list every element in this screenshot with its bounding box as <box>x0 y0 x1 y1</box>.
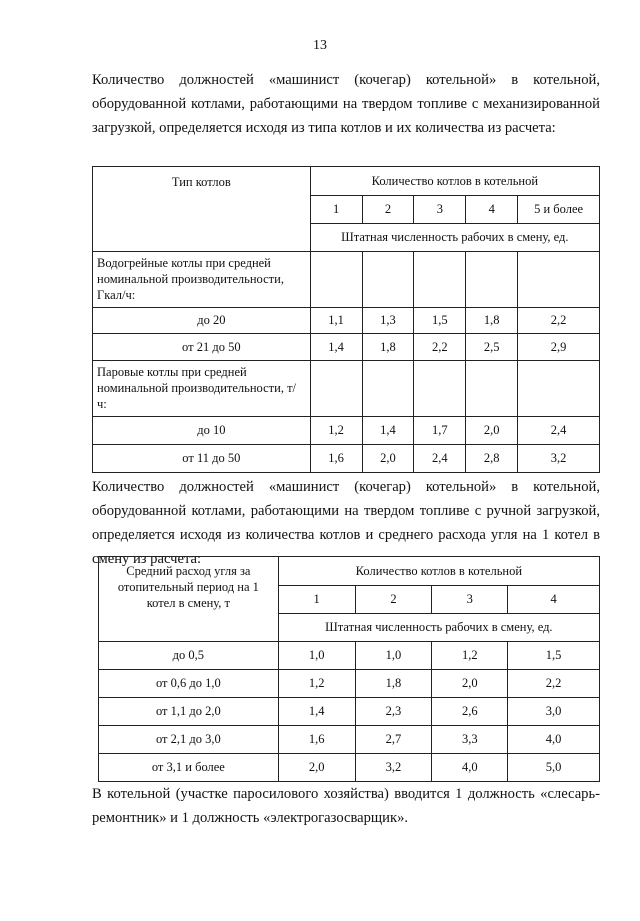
table-cell: 1,4 <box>310 334 362 361</box>
count-header: 3 <box>414 196 466 224</box>
count-header: 4 <box>508 586 600 614</box>
table-cell: 1,8 <box>355 670 432 698</box>
row-label: до 20 <box>93 308 311 334</box>
table-cell: 1,6 <box>310 445 362 473</box>
table-cell: 4,0 <box>508 726 600 754</box>
count-header: 1 <box>278 586 355 614</box>
table-cell: 1,5 <box>508 642 600 670</box>
table-cell: 1,4 <box>278 698 355 726</box>
count-header: 1 <box>310 196 362 224</box>
table-cell: 1,3 <box>362 308 414 334</box>
table-cell: 2,4 <box>518 417 600 445</box>
table-cell: 2,2 <box>518 308 600 334</box>
row-label: от 11 до 50 <box>93 445 311 473</box>
table-cell: 2,9 <box>518 334 600 361</box>
count-header: 3 <box>432 586 508 614</box>
count-header: 2 <box>362 196 414 224</box>
table-cell: 4,0 <box>432 754 508 782</box>
table-cell: 3,0 <box>508 698 600 726</box>
table-cell: 1,0 <box>355 642 432 670</box>
table-cell: 1,7 <box>414 417 466 445</box>
table-cell: 2,8 <box>466 445 518 473</box>
group-title-water-boilers: Водогрейные котлы при средней номинальной производительности, Гкал/ч: <box>93 252 311 308</box>
page-number: 13 <box>313 38 327 53</box>
table-cell: 1,0 <box>278 642 355 670</box>
table-cell: 2,4 <box>414 445 466 473</box>
table-cell: 2,0 <box>432 670 508 698</box>
paragraph-mechanized-loading: Количество должностей «машинист (кочегар) котельной» в котельной, оборудованной котлами, работающими на твердом топливе с механизированной загрузкой, определяется исходя из типа котлов и их количества из расчета: <box>92 72 600 136</box>
paragraph-additional-positions: В котельной (участке паросилового хозяйства) вводится 1 должность «слесарь-ремонтник» и 1 должность «электрогазосварщик». <box>92 786 600 826</box>
row-label: от 21 до 50 <box>93 334 311 361</box>
count-header: 5 и более <box>518 196 600 224</box>
col-header-coal-consumption: Средний расход угля за отопительный период на 1 котел в смену, т <box>99 557 279 642</box>
table-cell: 1,6 <box>278 726 355 754</box>
table-cell: 2,2 <box>508 670 600 698</box>
row-label: от 0,6 до 1,0 <box>99 670 279 698</box>
table-cell: 3,3 <box>432 726 508 754</box>
table-cell: 1,1 <box>310 308 362 334</box>
table-cell: 1,2 <box>432 642 508 670</box>
table-boiler-types <box>92 166 600 473</box>
row-label: до 10 <box>93 417 311 445</box>
table-cell: 1,4 <box>362 417 414 445</box>
table-coal-consumption <box>98 556 600 782</box>
sub-header-staff: Штатная численность рабочих в смену, ед. <box>278 614 599 642</box>
count-header: 4 <box>466 196 518 224</box>
table-cell: 5,0 <box>508 754 600 782</box>
group-header-boiler-count: Количество котлов в котельной <box>310 167 599 196</box>
table-cell: 2,2 <box>414 334 466 361</box>
sub-header-staff: Штатная численность рабочих в смену, ед. <box>310 224 599 252</box>
col-header-boiler-type: Тип котлов <box>93 167 311 252</box>
row-label: от 3,1 и более <box>99 754 279 782</box>
count-header: 2 <box>355 586 432 614</box>
group-title-steam-boilers: Паровые котлы при средней номинальной производительности, т/ч: <box>93 361 311 417</box>
row-label: от 1,1 до 2,0 <box>99 698 279 726</box>
table-cell: 2,7 <box>355 726 432 754</box>
table-cell: 1,8 <box>362 334 414 361</box>
row-label: до 0,5 <box>99 642 279 670</box>
table-cell: 3,2 <box>518 445 600 473</box>
table-cell: 1,2 <box>310 417 362 445</box>
table-cell: 2,5 <box>466 334 518 361</box>
table-cell: 3,2 <box>355 754 432 782</box>
table-cell: 1,5 <box>414 308 466 334</box>
table-cell: 1,8 <box>466 308 518 334</box>
table-cell: 2,3 <box>355 698 432 726</box>
table-cell: 1,2 <box>278 670 355 698</box>
table-cell: 2,0 <box>278 754 355 782</box>
group-header-boiler-count: Количество котлов в котельной <box>278 557 599 586</box>
table-cell: 2,6 <box>432 698 508 726</box>
paragraph-manual-loading: Количество должностей «машинист (кочегар) котельной» в котельной, оборудованной котлами, работающими на твердом топливе с ручной загрузкой, определяется исходя из количества котлов и среднего расхода угля на 1 котел в смену из расчета: <box>92 479 600 567</box>
table-cell: 2,0 <box>466 417 518 445</box>
row-label: от 2,1 до 3,0 <box>99 726 279 754</box>
table-cell: 2,0 <box>362 445 414 473</box>
